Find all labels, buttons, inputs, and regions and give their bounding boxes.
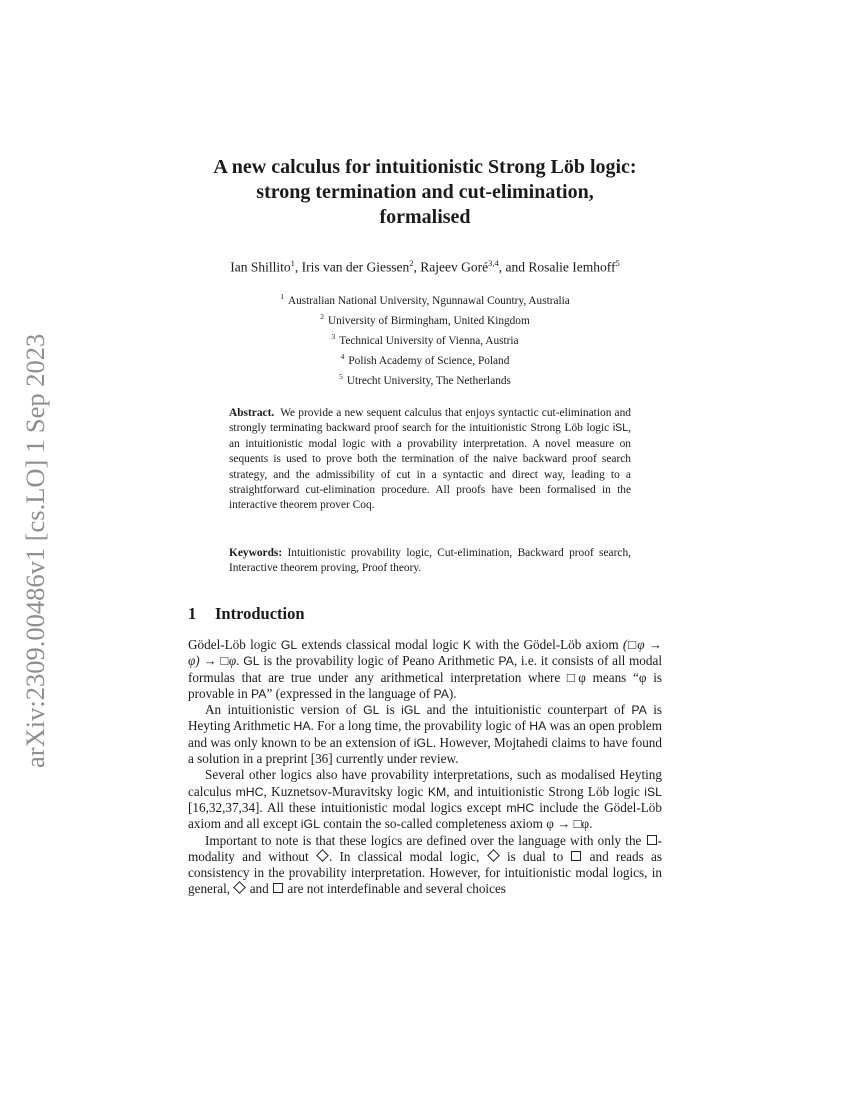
author-2-sup: 2 <box>409 258 414 268</box>
text-run: and reads as consistency in the provability interpretation. However, for intuitionistic modal logics, in general, <box>188 848 662 897</box>
author-list <box>150 258 700 276</box>
title-line-2: strong termination and cut-elimination, <box>256 181 594 203</box>
abstract-text-a: We provide a new sequent calculus that enjoys syntactic cut-elimination and strongly terminating backward proof search for the intuitionistic Strong Löb logic <box>229 407 631 435</box>
abstract <box>229 406 631 514</box>
affiliation-num: 4 <box>340 352 345 362</box>
logic-name: GL <box>280 638 298 652</box>
affiliation-text: Technical University of Vienna, Austria <box>339 334 519 347</box>
text-run: with the Gödel-Löb axiom <box>471 637 623 652</box>
paragraph-3 <box>188 767 662 832</box>
affiliation-num: 3 <box>331 332 336 342</box>
text-run: -modality and without <box>188 832 662 864</box>
logic-name: iGL <box>413 735 433 750</box>
affiliation-text: University of Birmingham, United Kingdom <box>327 314 530 327</box>
title-line-3: formalised <box>379 206 471 228</box>
logic-name: mHC <box>235 784 264 799</box>
text-run: was an open problem and was only known to be an extension of <box>188 718 662 750</box>
text-run: . In classical modal logic, <box>328 848 487 864</box>
logic-name: HA <box>529 719 547 734</box>
formula: (□φ → φ) → □φ <box>188 637 663 669</box>
abstract-label: Abstract. <box>229 407 275 419</box>
affiliation-text: Polish Academy of Science, Poland <box>348 354 510 367</box>
affiliation-num: 1 <box>280 292 284 301</box>
logic-name: PA <box>631 703 647 718</box>
diamond-modality-icon <box>316 849 329 862</box>
text-run: and <box>246 881 273 897</box>
paper-title <box>150 155 700 230</box>
affiliation-text: Utrecht University, The Netherlands <box>346 375 511 388</box>
text-run: . However, Mojtahedi claims to have found a solution in a preprint [36] currently under review. <box>188 734 662 767</box>
text-run: is Heyting Arithmetic <box>188 702 662 734</box>
logic-name: iGL <box>300 817 320 832</box>
text-run: are not interdefinable and several choices <box>284 881 506 897</box>
affiliation-num: 5 <box>339 372 343 382</box>
author-4-sup: 5 <box>615 258 620 268</box>
logic-name: PA <box>433 686 449 701</box>
keywords-label: Keywords: <box>229 547 283 559</box>
affiliation-num: 2 <box>320 312 324 322</box>
section-title: Introduction <box>215 604 305 623</box>
affiliation <box>150 369 700 389</box>
logic-name: HA <box>293 719 311 734</box>
affiliation-text: Australian National University, Ngunnawal Country, Australia <box>287 294 570 307</box>
text-run: . <box>236 653 244 669</box>
logic-name: PA <box>498 654 514 669</box>
logic-name: iSL <box>644 784 662 799</box>
affiliation <box>150 329 700 349</box>
author-2: , Iris van der Giessen <box>294 259 410 275</box>
logic-name: K <box>462 638 472 652</box>
author-4: , and Rosalie Iemhoff <box>498 259 616 275</box>
text-run: ” (expressed in the language of <box>266 685 434 701</box>
text-run: is dual to <box>499 848 571 864</box>
affiliation <box>150 309 700 329</box>
keywords <box>229 546 631 577</box>
box-modality-icon <box>273 883 283 893</box>
logic-name: iGL <box>401 703 421 718</box>
box-modality-icon <box>647 835 657 845</box>
affiliation <box>150 289 700 309</box>
text-run: An intuitionistic version of <box>205 702 364 718</box>
author-1: Ian Shillito <box>230 259 291 275</box>
section-number: 1 <box>188 604 197 623</box>
logic-name: GL <box>243 654 260 669</box>
body-text <box>188 637 662 898</box>
text-run: is <box>379 702 402 718</box>
paragraph-4 <box>188 833 662 898</box>
affiliation <box>150 349 700 369</box>
author-3: , Rajeev Goré <box>413 259 489 275</box>
text-run: and the intuitionistic counterpart of <box>420 702 632 718</box>
diamond-modality-icon <box>234 882 247 895</box>
text-run: Several other logics also have provability interpretations, such as modalised Heyting calculus <box>188 767 662 799</box>
section-heading <box>188 604 305 624</box>
arxiv-side-stamp: arXiv:2309.00486v1 [cs.LO] 1 Sep 2023 <box>20 333 50 768</box>
text-run: ). <box>448 685 457 701</box>
logic-name: GL <box>363 703 380 718</box>
diamond-modality-icon <box>487 849 500 862</box>
text-run: is the provability logic of Peano Arithmetic <box>259 653 499 669</box>
paragraph-2 <box>188 702 662 767</box>
logic-name: PA <box>251 686 267 701</box>
text-run: Important to note is that these logics are defined over the language with only the <box>205 832 646 848</box>
text-run: , i.e. it consists of all modal formulas that are true under any arithmetical interpretation where □φ means “φ is provable in <box>188 653 663 701</box>
title-line-1: A new calculus for intuitionistic Strong Löb logic: <box>213 156 637 178</box>
affiliation-list <box>150 289 700 389</box>
logic-name: KM <box>427 784 447 799</box>
text-run: contain the so-called completeness axiom φ → □φ. <box>319 816 593 832</box>
abstract-text-b: , an intuitionistic modal logic with a provability interpretation. A novel measure on sequents is used to prove both the termination of the naive backward proof search strategy, and the admissibility of cut in a syntactic and direct way, leading to a straightforward cut-elimination procedure. All proofs have been formalised in the interactive theorem prover Coq. <box>229 422 631 512</box>
text-run: , Kuznetsov-Muravitsky logic <box>263 783 428 799</box>
author-1-sup: 1 <box>290 258 295 268</box>
text-run: [16,32,37,34]. All these intuitionistic modal logics except <box>188 799 507 815</box>
text-run: . For a long time, the provability logic of <box>310 718 530 734</box>
author-3-sup: 3,4 <box>488 258 499 268</box>
text-run: , and intuitionistic Strong Löb logic <box>446 783 645 799</box>
paragraph-1 <box>188 637 662 702</box>
logic-name: mHC <box>506 800 535 815</box>
box-modality-icon <box>571 851 581 861</box>
abstract-isl: iSL <box>612 422 629 435</box>
keywords-text: Intuitionistic provability logic, Cut-elimination, Backward proof search, Interactive theorem proving, Proof theory. <box>229 547 631 575</box>
text-run: Gödel-Löb logic <box>188 637 281 652</box>
text-run: include the Gödel-Löb axiom and all except <box>188 799 662 832</box>
text-run: extends classical modal logic <box>297 637 463 652</box>
